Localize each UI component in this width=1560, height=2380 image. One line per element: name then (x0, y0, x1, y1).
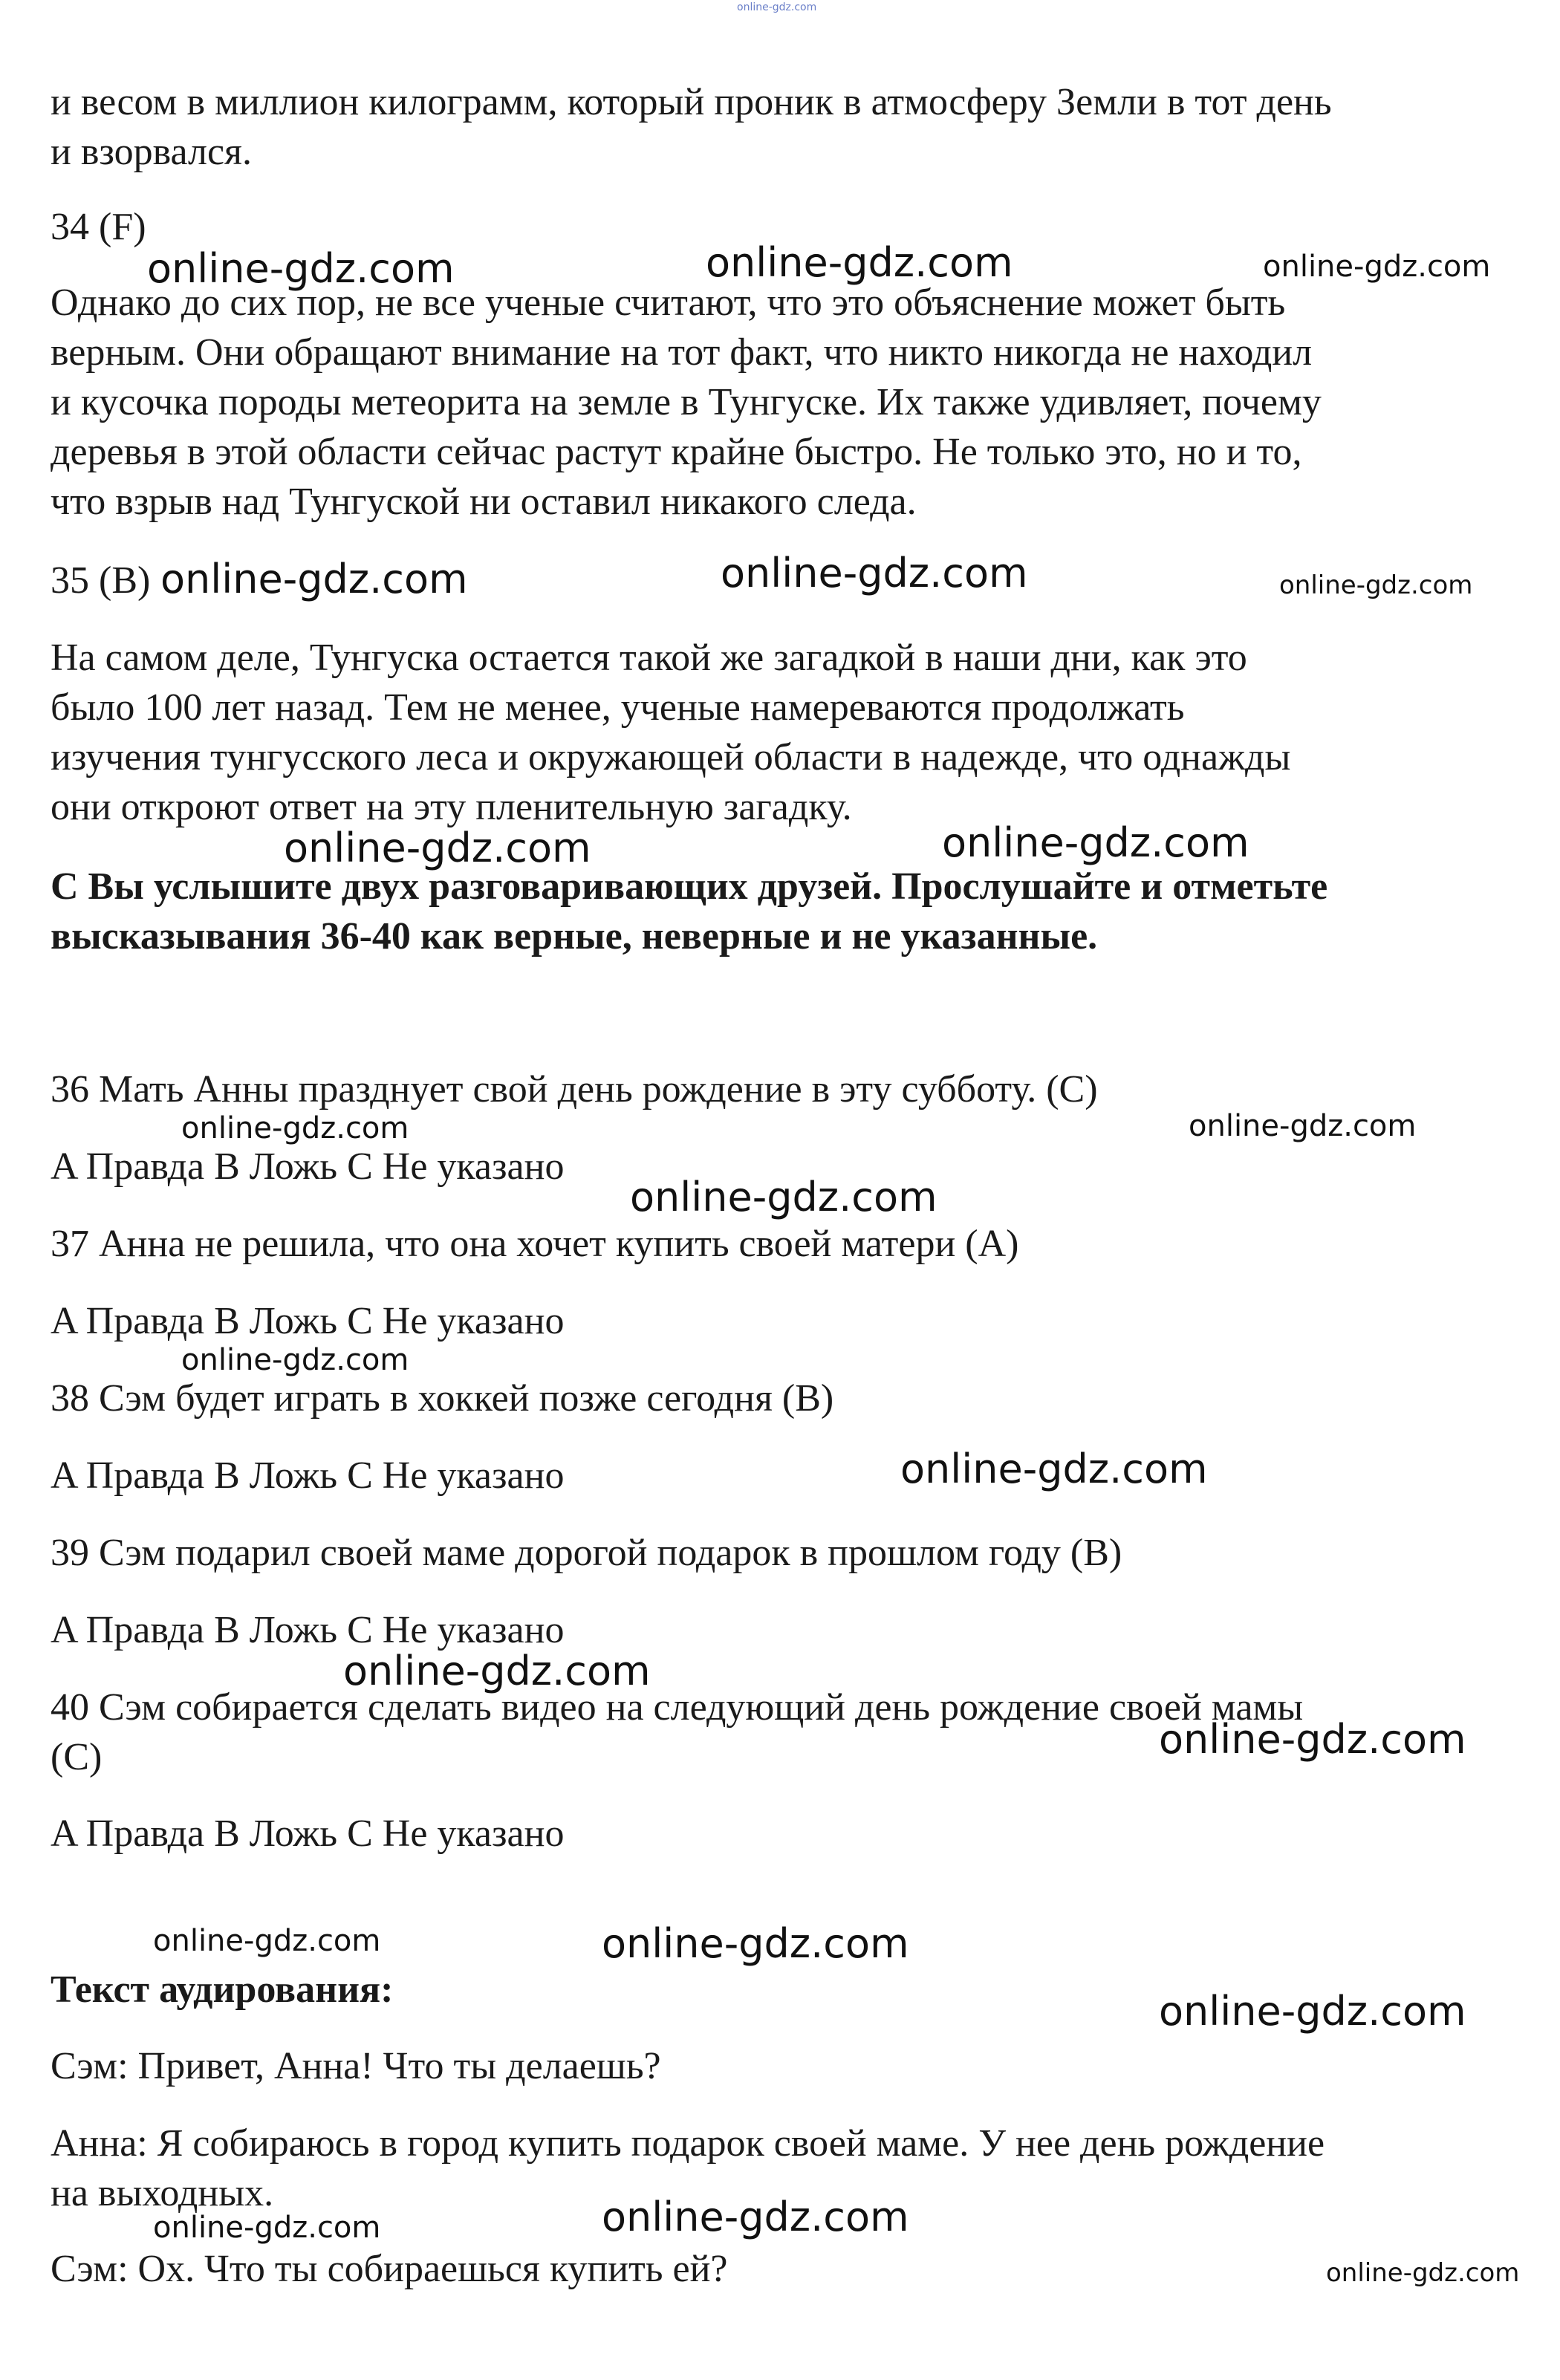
question-38-options: A Правда B Ложь C Не указано (51, 1454, 565, 1497)
question-40-options: A Правда B Ложь C Не указано (51, 1812, 565, 1855)
task-instruction: С Вы услышите двух разговаривающих друзей. Прослушайте и отметьте (51, 865, 1328, 908)
watermark: online-gdz.com (602, 1920, 909, 1967)
answer-heading-34: 34 (F) (51, 206, 146, 248)
watermark: online-gdz.com (1279, 570, 1473, 600)
question-38: 38 Сэм будет играть в хоккей позже сегодня (B) (51, 1377, 834, 1420)
watermark: online-gdz.com (602, 2194, 909, 2240)
watermark: online-gdz.com (1159, 1716, 1466, 1763)
watermark: online-gdz.com (153, 1924, 381, 1958)
watermark: online-gdz.com (147, 245, 455, 292)
text-line: На самом деле, Тунгуска остается такой же загадкой в наши дни, как это (51, 637, 1247, 679)
question-37-options: A Правда B Ложь C Не указано (51, 1300, 565, 1342)
text-line: изучения тунгусского леса и окружающей области в надежде, что однажды (51, 736, 1291, 778)
watermark: online-gdz.com (1326, 2258, 1520, 2288)
watermark: online-gdz.com (630, 1174, 937, 1220)
text-line: и взорвался. (51, 131, 252, 173)
text-line: и весом в миллион килограмм, который проник в атмосферу Земли в тот день (51, 81, 1332, 123)
dialogue-line: Сэм: Ох. Что ты собираешься купить ей? (51, 2248, 728, 2290)
watermark: online-gdz.com (343, 1648, 651, 1694)
dialogue-line: на выходных. (51, 2172, 274, 2214)
listening-title: Текст аудирования: (51, 1968, 394, 2011)
watermark: online-gdz.com (181, 1111, 409, 1145)
watermark: online-gdz.com (181, 1343, 409, 1377)
watermark: online-gdz.com (160, 556, 468, 602)
question-40: 40 Сэм собирается сделать видео на следующий день рождение своей мамы (51, 1686, 1304, 1729)
watermark: online-gdz.com (706, 239, 1013, 286)
watermark: online-gdz.com (721, 550, 1028, 596)
question-36-options: A Правда B Ложь C Не указано (51, 1145, 565, 1188)
question-36: 36 Мать Анны празднует свой день рождение в эту субботу. (С) (51, 1068, 1098, 1111)
text-line: и кусочка породы метеорита на земле в Тунгуске. Их также удивляет, почему (51, 381, 1322, 423)
watermark: online-gdz.com (942, 819, 1249, 866)
watermark: online-gdz.com (284, 825, 591, 871)
watermark: online-gdz.com (900, 1446, 1208, 1492)
watermark: online-gdz.com (1159, 1988, 1466, 2035)
text-line: деревья в этой области сейчас растут крайне быстро. Не только это, но и то, (51, 431, 1302, 473)
watermark: online-gdz.com (1263, 250, 1491, 284)
question-40: (C) (51, 1736, 103, 1778)
text-line: что взрыв над Тунгуской ни оставил никакого следа. (51, 481, 917, 523)
dialogue-line: Сэм: Привет, Анна! Что ты делаешь? (51, 2045, 661, 2087)
dialogue-line: Анна: Я собираюсь в город купить подарок своей маме. У нее день рождение (51, 2122, 1325, 2165)
question-39-options: A Правда B Ложь C Не указано (51, 1609, 565, 1651)
watermark: online-gdz.com (737, 1, 817, 13)
question-39: 39 Сэм подарил своей маме дорогой подарок в прошлом году (B) (51, 1532, 1122, 1574)
text-line: верным. Они обращают внимание на тот факт, что никто никогда не находил (51, 331, 1313, 374)
text-line: было 100 лет назад. Тем не менее, ученые намереваются продолжать (51, 686, 1185, 729)
question-37: 37 Анна не решила, что она хочет купить своей матери (A) (51, 1223, 1019, 1265)
watermark: online-gdz.com (1189, 1109, 1417, 1143)
task-instruction: высказывания 36-40 как верные, неверные и не указанные. (51, 915, 1098, 957)
text-line: они откроют ответ на эту пленительную загадку. (51, 786, 852, 828)
watermark: online-gdz.com (153, 2211, 381, 2245)
text-line: Однако до сих пор, не все ученые считают, что это объяснение может быть (51, 282, 1286, 324)
answer-heading-35: 35 (B) (51, 559, 151, 602)
